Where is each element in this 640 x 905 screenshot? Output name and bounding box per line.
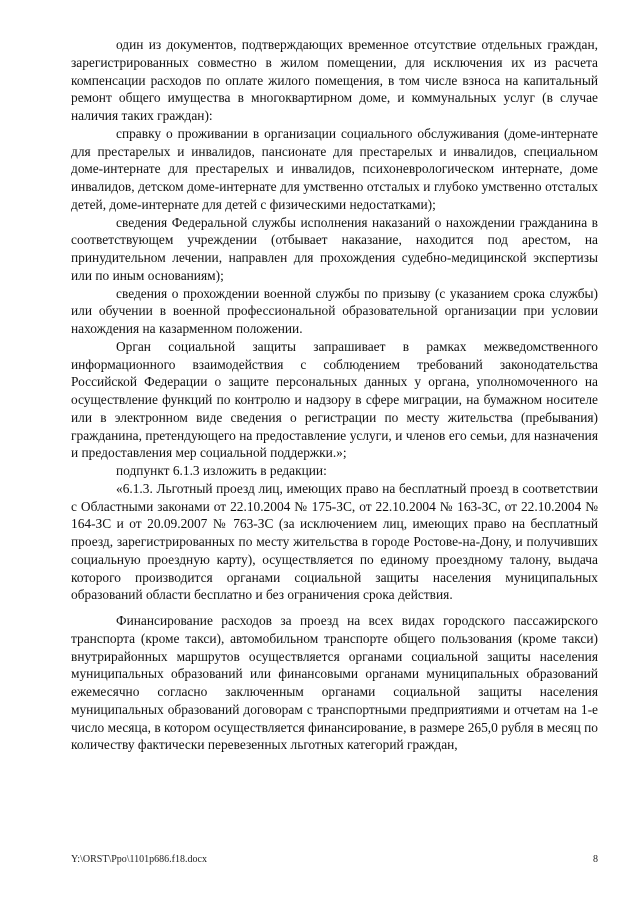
paragraph-financing: Финансирование расходов за проезд на всех видах городского пассажирского транспорта (кроме такси), автомобильном транспорте общего пользования (кроме такси) внутрирайонных маршрутов осуществляется органами социальной защиты населения муниципальных образований или финансовыми органами муниципальных образований ежемесячно согласно заключенным органами социальной защиты населения муниципальных образований договорам с транспортными предприятиями и отчетам на 1-е число месяца, в котором осуществляется финансирование, в размере 265,0 рубля в месяц по количеству фактически перевезенных льготных категорий граждан, — [71, 613, 598, 753]
paragraph-social-institution-certificate: справку о проживании в организации социального обслуживания (доме-интернате для престарелых и инвалидов, пансионате для престарелых и инвалидов, специальном доме-интернате для престарелых и инвалидов, психоневрологическом интернате, доме инвалидов, детском доме-интернате для умственно отсталых и глубоко умственно отсталых детей, доме-интернате для детей с физическими недостатками); — [71, 125, 598, 212]
paragraph-clause-6-1-3: «6.1.3. Льготный проезд лиц, имеющих право на бесплатный проезд в соответствии с Областными законами от 22.10.2004 № 175-ЗС, от 22.10.2004 № 163-ЗС, от 22.10.2004 № 164-ЗС и от 20.09.2007 № 763-ЗС (за исключением лиц, имеющих право на бесплатный проезд, зарегистрированных по месту жительства в городе Ростове-на-Дону, и получивших социальную проездную карту), осуществляется по единому проездному талону, выдача которого производится органами социальной защиты населения муниципальных образований области бесплатно и без ограничения срока действия. — [71, 480, 598, 603]
footer-file-path: Y:\ORST\Ppo\1101p686.f18.docx — [71, 854, 207, 865]
paragraph-interagency-request: Орган социальной защиты запрашивает в рамках межведомственного информационного взаимодействия с соблюдением требований законодательства Российской Федерации о защите персональных данных у органа, уполномоченного на осуществление функций по контролю и надзору в сфере миграции, на бумажном носителе или в электронном виде сведения о регистрации по месту жительства (пребывания) гражданина, претендующего на предоставление услуги, и членов его семьи, для назначения и предоставления мер социальной поддержки.»; — [71, 338, 598, 461]
document-body — [71, 36, 598, 754]
paragraph-subclause-amendment: подпункт 6.1.3 изложить в редакции: — [116, 463, 327, 478]
paragraph-absence-documents: один из документов, подтверждающих временное отсутствие отдельных граждан, зарегистрированных совместно в жилом помещении, для исключения их из расчета компенсации расходов по оплате жилого помещения, в том числе взноса на капитальный ремонт общего имущества в многоквартирном доме, и коммунальных услуг (в случае наличия таких граждан): — [71, 37, 598, 123]
paragraph-penitentiary-info: сведения Федеральной службы исполнения наказаний о нахождении гражданина в соответствующем учреждении (отбывает наказание, находится под арестом, на принудительном лечении, направлен для прохождения судебно-медицинской экспертизы или по иным основаниям); — [71, 214, 598, 283]
footer-page-number: 8 — [593, 854, 598, 865]
paragraph-military-service-info: сведения о прохождении военной службы по призыву (с указанием срока службы) или обучении в военной профессиональной образовательной организации при условии нахождения на казарменном положении. — [71, 285, 598, 336]
